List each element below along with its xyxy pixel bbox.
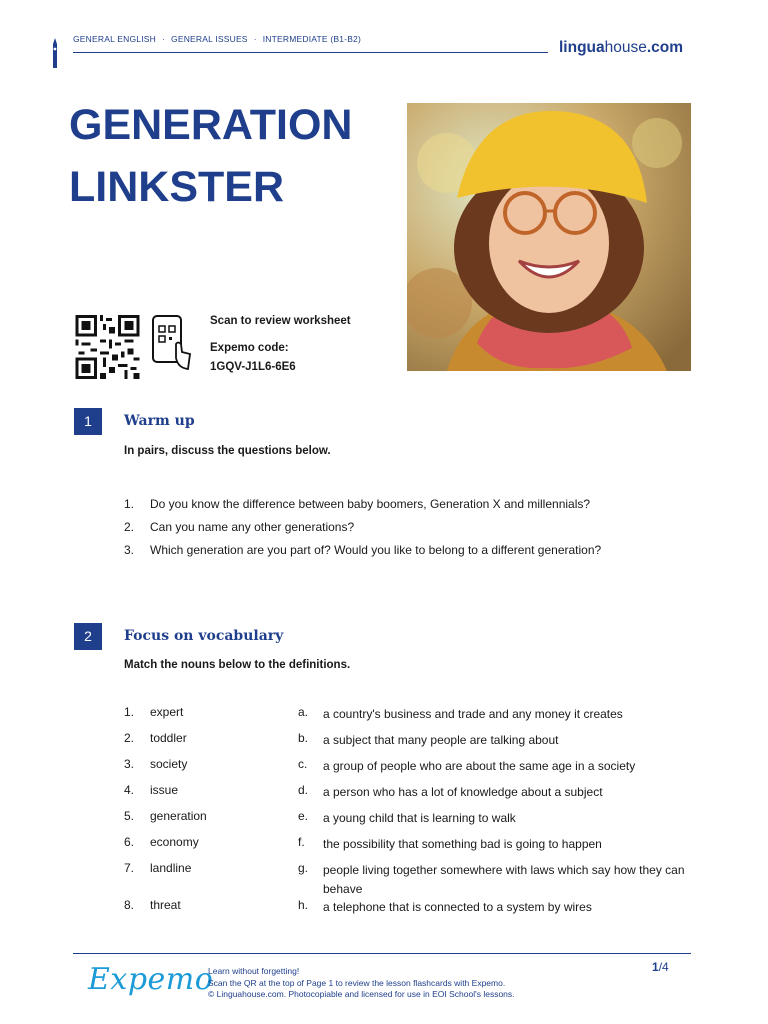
- list-item: 6. economy f. the possibility that something bad is going to happen: [124, 835, 602, 851]
- vocabulary-matching-list: [124, 705, 704, 924]
- list-item: 1. Do you know the difference between baby boomers, Generation X and millennials?: [124, 497, 591, 511]
- list-item: 7. landline g. people living together somewhere with laws which say how they can behave: [124, 861, 685, 896]
- breadcrumb-item[interactable]: GENERAL ENGLISH: [73, 34, 156, 44]
- warm-up-questions: [124, 497, 601, 566]
- list-item: 3. society c. a group of people who are about the same age in a society: [124, 757, 636, 773]
- big-ben-icon: [50, 38, 60, 68]
- section-instruction: In pairs, discuss the questions below.: [124, 445, 331, 457]
- scan-info: [210, 312, 351, 377]
- section-title-warm-up: Warm up: [124, 413, 195, 429]
- page-title: [69, 94, 353, 218]
- smiling-girl-photo: [407, 103, 691, 371]
- expemo-code-label: Expemo code:: [210, 342, 289, 354]
- qr-code-icon[interactable]: [74, 315, 141, 379]
- phone-scan-icon: [150, 314, 192, 372]
- list-item: 1. expert a. a country's business and trade and any money it creates: [124, 705, 623, 721]
- scan-label: Scan to review worksheet: [210, 315, 351, 327]
- linguahouse-logo[interactable]: linguahouse.com: [559, 39, 684, 56]
- list-item: 8. threat h. a telephone that is connected to a system by wires: [124, 898, 592, 914]
- breadcrumb: [73, 34, 361, 44]
- expemo-logo[interactable]: Expemo: [88, 962, 214, 997]
- list-item: 4. issue d. a person who has a lot of knowledge about a subject: [124, 783, 603, 799]
- section-title-vocabulary: Focus on vocabulary: [124, 628, 284, 644]
- section-number: 1: [74, 408, 102, 435]
- breadcrumb-separator: ·: [253, 34, 257, 44]
- list-item: 2. toddler b. a subject that many people are talking about: [124, 731, 559, 747]
- page-number: 1/4: [652, 960, 669, 974]
- list-item: 3. Which generation are you part of? Would you like to belong to a different generation?: [124, 543, 602, 557]
- list-item: 2. Can you name any other generations?: [124, 520, 355, 534]
- title-line: LINKSTER: [69, 163, 284, 211]
- footer-note: Learn without forgetting! Scan the QR at the top of Page 1 to review the lesson flashcards with Expemo. © Linguahouse.com. Photocopiable and licensed for use in EOI School's lessons.: [208, 966, 515, 999]
- breadcrumb-item[interactable]: GENERAL ISSUES: [171, 34, 248, 44]
- title-line: GENERATION: [69, 101, 353, 149]
- header-divider: [73, 52, 548, 53]
- expemo-code: 1GQV-J1L6-6E6: [210, 361, 296, 373]
- list-item: 5. generation e. a young child that is learning to walk: [124, 809, 516, 825]
- section-instruction: Match the nouns below to the definitions.: [124, 659, 351, 671]
- footer-divider: [73, 953, 691, 954]
- section-number: 2: [74, 623, 102, 650]
- breadcrumb-separator: ·: [162, 34, 166, 44]
- breadcrumb-item[interactable]: INTERMEDIATE (B1-B2): [262, 34, 362, 44]
